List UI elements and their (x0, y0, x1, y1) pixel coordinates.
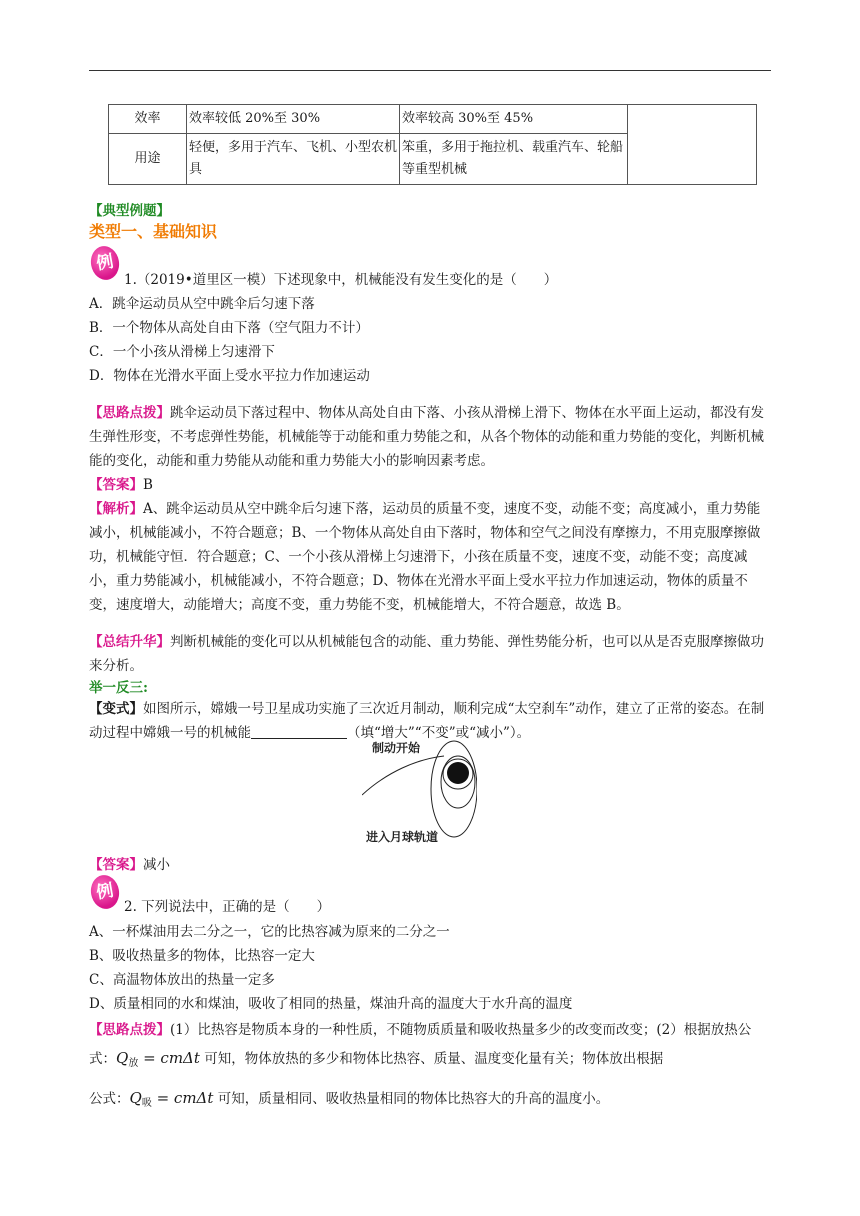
q2-hint-continued (89, 1084, 772, 1118)
table-row (109, 105, 757, 134)
table-cell: 用途 (109, 134, 187, 185)
figure-bottom-label: 进入月球轨道 (366, 830, 439, 844)
variant-heading: 举一反三: (89, 680, 148, 696)
formula-subscript: 吸 (141, 1098, 152, 1109)
table-cell: 效率 (109, 105, 187, 134)
example-badge-icon: 例 (88, 244, 121, 282)
hint-text: 公式： (89, 1091, 130, 1107)
formula-rest: = cmΔt (138, 1049, 200, 1067)
table-cell: 效率较高 30%至 45% (400, 105, 628, 134)
section-title: 【典型例题】 (89, 203, 170, 219)
formula-rest: = cmΔt (151, 1089, 214, 1107)
variant-label: 【变式】 (89, 701, 143, 717)
q1-answer (89, 473, 772, 497)
variant-text: 如图所示，嫦娥一号卫星成功实施了三次近月制动，顺利完成“太空刹车”动作，建立了正常的姿态。在制动过程中嫦娥一号的机械能 (89, 701, 765, 741)
hint-text: 可知，物体放热的多少和物体比热容、质量、温度变化量有关；物体放出根据 (204, 1051, 664, 1067)
q1-option-d: D．物体在光滑水平面上受水平拉力作加速运动 (89, 368, 370, 384)
q1-hint (89, 401, 772, 473)
answer-text: 减小 (143, 857, 170, 873)
q1-option-a: A．跳伞运动员从空中跳伞后匀速下落 (89, 296, 315, 312)
moon-icon (447, 762, 469, 784)
q2-stem: 2. 下列说法中，正确的是（ ） (124, 899, 331, 915)
table-cell-empty (628, 105, 757, 185)
formula-symbol: Q (116, 1049, 129, 1067)
formula-symbol: Q (129, 1089, 142, 1107)
answer-blank (251, 724, 347, 739)
variant-answer (89, 853, 772, 877)
analysis-label: 【解析】 (89, 501, 143, 517)
hint-text: 跳伞运动员下落过程中、物体从高处自由下落、小孩从滑梯上滑下、物体在水平面上运动，都没有发生弹性形变，不考虑弹性势能，机械能等于动能和重力势能之和，从各个物体的动能和重力势能的变化，判断机械能的变化，动能和重力势能从动能和重力势能大小的影响因素考虑。 (89, 405, 764, 469)
summary-text: 判断机械能的变化可以从机械能包含的动能、重力势能、弹性势能分析，也可以从是否克服摩擦做功来分析。 (89, 634, 764, 674)
q2-option-a: A、一杯煤油用去二分之一，它的比热容减为原来的二分之一 (89, 924, 450, 940)
engine-comparison-table (108, 104, 757, 185)
hint-text: 可知，质量相同、吸收热量相同的物体比热容大的升高的温度小。 (217, 1091, 610, 1107)
answer-label: 【答案】 (89, 857, 143, 873)
q2-option-b: B、吸收热量多的物体，比热容一定大 (89, 948, 315, 964)
table-cell: 效率较低 20%至 30% (187, 105, 400, 134)
hint-text: (1）比热容是物质本身的一种性质，不随物质质量和吸收热量多少的改变而改变；(2）根据放热公式： (89, 1022, 752, 1067)
analysis-text: A、跳伞运动员从空中跳伞后匀速下落，运动员的质量不变，速度不变，动能不变；高度减小，重力势能减小，机械能减小，不符合题意；B、一个物体从高处自由下落时，物体和空气之间没有摩擦力，不用克服摩擦做功，机械能守恒．符合题意；C、一个小孩从滑梯上匀速滑下，小孩在质量不变，速度不变，动能不变；高度减小，重力势能减小，机械能减小，不符合题意；D、物体在光滑水平面上受水平拉力作加速运动，物体的质量不变，速度增大，动能增大；高度不变，重力势能不变，机械能增大，不符合题意，故选 B。 (89, 501, 761, 613)
hint-label: 【思路点拨】 (89, 1022, 170, 1038)
q2-option-d: D、质量相同的水和煤油，吸收了相同的热量，煤油升高的温度大于水升高的温度 (89, 996, 573, 1012)
table-cell: 笨重，多用于拖拉机、载重汽车、轮船等重型机械 (400, 134, 628, 185)
variant-text-after: （填“增大”“不变”或“减小”）。 (347, 725, 531, 741)
table-cell: 轻便，多用于汽车、飞机、小型农机具 (187, 134, 400, 185)
q1-stem: 1.（2019•道里区一模）下述现象中，机械能没有发生变化的是（ ） (124, 272, 558, 288)
summary-label: 【总结升华】 (89, 634, 170, 650)
q1-summary (89, 630, 772, 678)
hint-label: 【思路点拨】 (89, 405, 170, 421)
q2-option-c: C、高温物体放出的热量一定多 (89, 972, 275, 988)
type-title: 类型一、基础知识 (89, 222, 218, 241)
orbit-outer (431, 741, 477, 837)
q1-option-c: C．一个小孩从滑梯上匀速滑下 (89, 344, 275, 360)
example-badge-icon: 例 (88, 873, 121, 911)
q1-option-b: B．一个物体从高处自由下落（空气阻力不计） (89, 320, 369, 336)
heat-release-formula (116, 1049, 200, 1067)
q2-hint (89, 1016, 772, 1078)
q1-analysis (89, 497, 772, 617)
answer-label: 【答案】 (89, 477, 143, 493)
heat-absorb-formula (130, 1089, 214, 1107)
header-rule (89, 70, 771, 71)
answer-text: B (143, 477, 153, 493)
figure-top-label: 制动开始 (372, 741, 421, 755)
formula-subscript: 放 (128, 1058, 139, 1069)
